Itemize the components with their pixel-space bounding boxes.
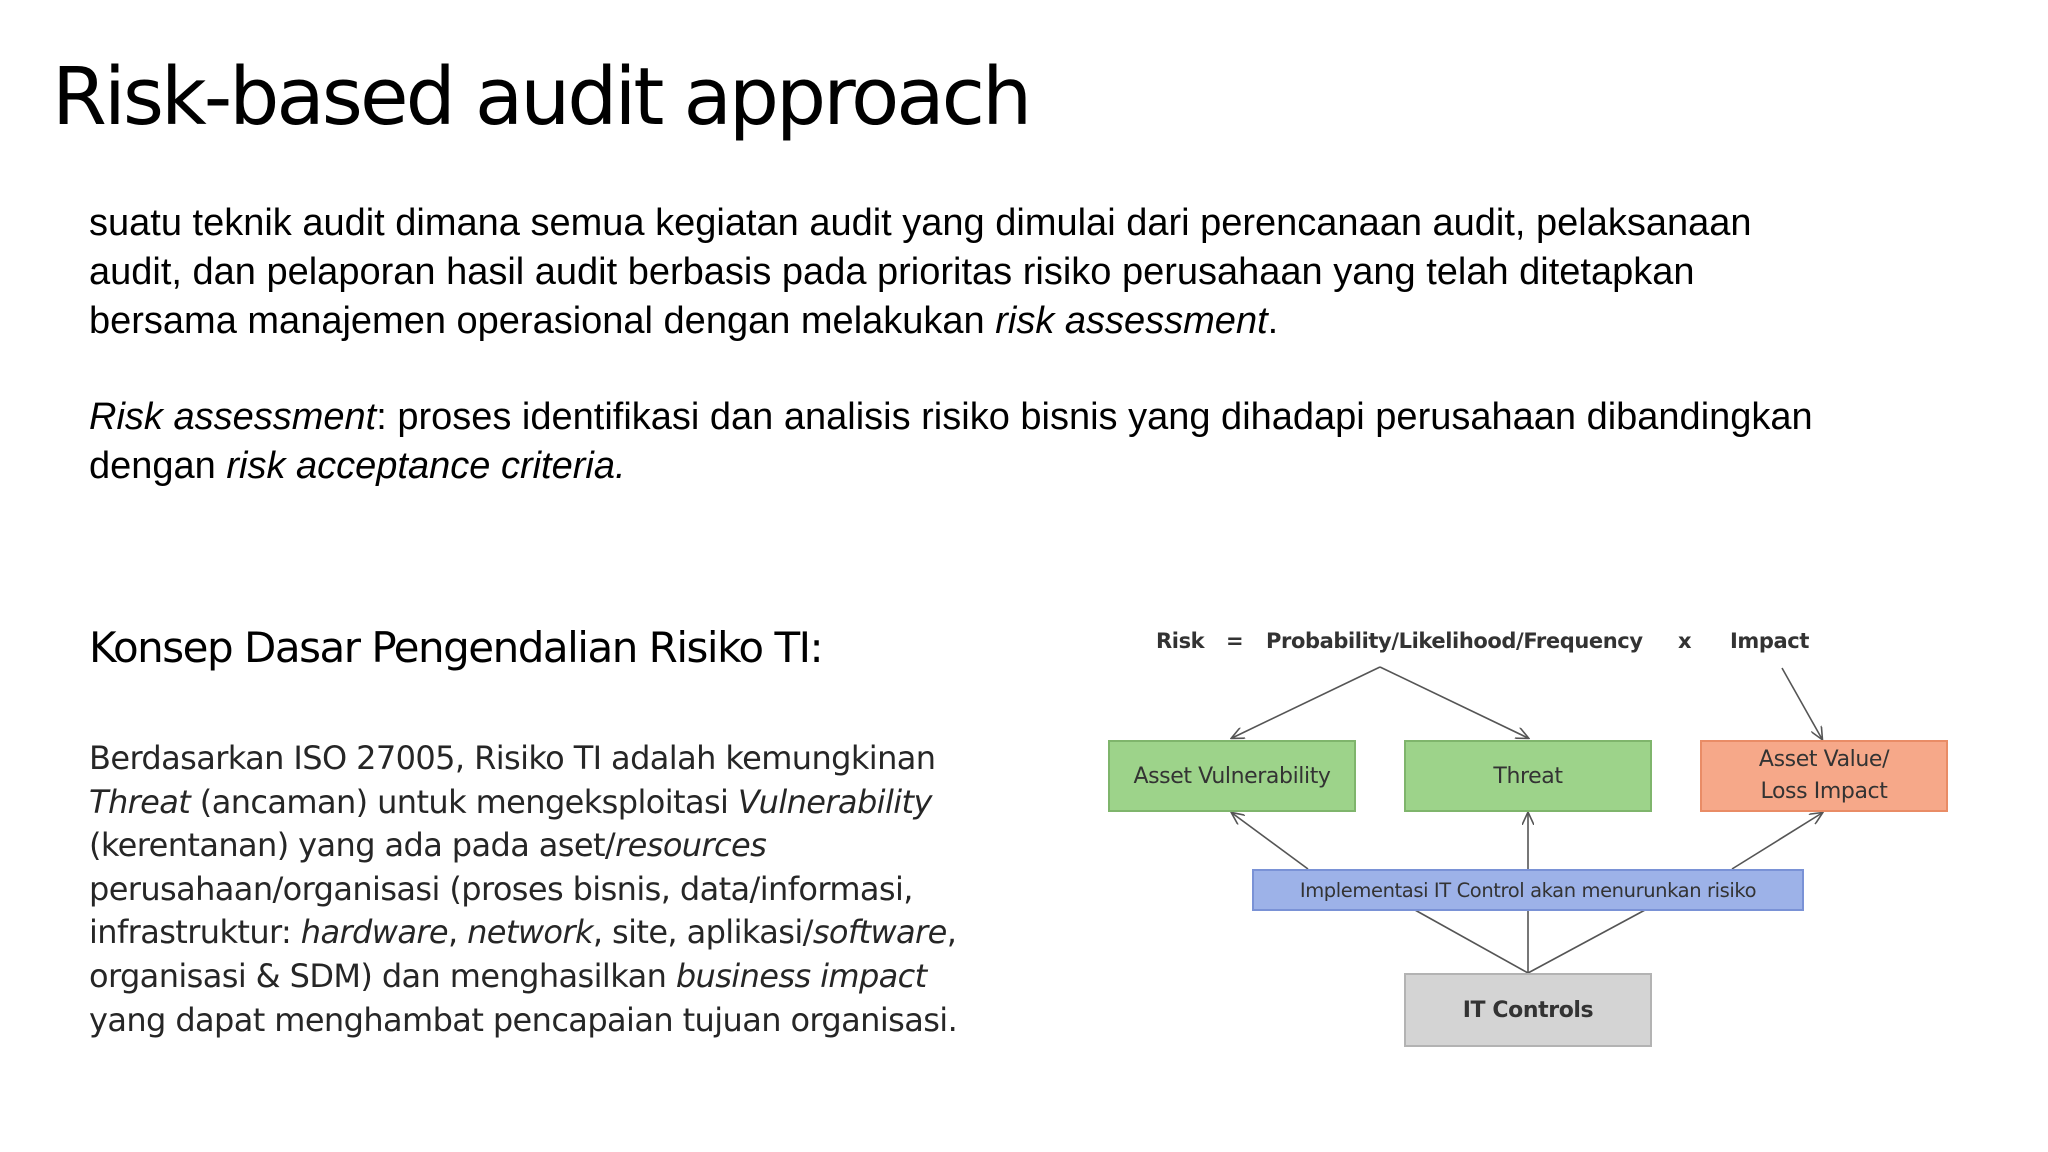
formula-probability-label: Probability/Likelihood/Frequency <box>1266 629 1643 653</box>
definition-line-1 <box>89 393 2019 442</box>
arrow-impact-to-asset-value <box>1782 668 1822 739</box>
formula-risk-label: Risk <box>1156 629 1205 653</box>
asset-vulnerability-box: Asset Vulnerability <box>1108 740 1356 812</box>
body-line-2-text: (ancaman) untuk mengeksploitasi <box>190 782 738 821</box>
body-line-2 <box>89 781 957 825</box>
body-line-3 <box>89 824 957 868</box>
line-controls-to-right <box>1528 910 1645 973</box>
it-controls-box: IT Controls <box>1404 973 1652 1047</box>
network-term: network <box>467 913 593 952</box>
definition-line-1-rest: : proses identifikasi dan analisis risiko bisnis yang dihadapi perusahaan dibandingkan <box>376 396 1813 438</box>
body-line-3-text: (kerentanan) yang ada pada aset/ <box>89 826 616 865</box>
body-line-7: yang dapat menghambat pencapaian tujuan organisasi. <box>89 1000 958 1039</box>
body-line-1: Berdasarkan ISO 27005, Risiko TI adalah kemungkinan <box>89 739 936 777</box>
hardware-term: hardware <box>300 913 448 952</box>
vulnerability-term: Vulnerability <box>737 782 932 821</box>
risk-assessment-term: risk assessment <box>995 300 1268 342</box>
implementation-box: Implementasi IT Control akan menurunkan risiko <box>1252 869 1804 911</box>
arrow-probability-to-vulnerability <box>1232 667 1380 738</box>
risk-definition-body <box>89 737 957 1042</box>
definition-line-2 <box>89 442 2019 491</box>
software-term: software <box>812 913 947 952</box>
body-line-5-text-2: , <box>447 913 468 952</box>
intro-line-3-suffix: . <box>1267 300 1279 342</box>
intro-line-3 <box>89 297 2019 346</box>
slide-title: Risk-based audit approach <box>52 51 1030 143</box>
resources-term: resources <box>615 826 767 865</box>
line-controls-to-left <box>1415 910 1528 973</box>
asset-value-box <box>1700 740 1948 812</box>
intro-line-2: audit, dan pelaporan hasil audit berbasis pada prioritas risiko perusahaan yang telah ditetapkan <box>89 251 1695 293</box>
section-heading: Konsep Dasar Pengendalian Risiko TI: <box>89 623 823 672</box>
arrow-probability-to-threat <box>1380 667 1528 738</box>
intro-paragraph <box>89 199 2019 346</box>
arrow-implementation-to-vulnerability <box>1232 813 1308 869</box>
risk-control-diagram <box>1090 615 1970 1065</box>
body-line-5-text-1: infrastruktur: <box>89 913 301 952</box>
body-line-5 <box>89 911 957 955</box>
definition-term: Risk assessment <box>89 396 377 438</box>
formula-equals-sign: = <box>1226 629 1244 653</box>
body-line-4: perusahaan/organisasi (proses bisnis, data/informasi, <box>89 869 913 908</box>
intro-line-1: suatu teknik audit dimana semua kegiatan audit yang dimulai dari perencanaan audit, pelaksanaan <box>89 202 1752 244</box>
formula-times-sign: x <box>1678 629 1692 653</box>
threat-box: Threat <box>1404 740 1652 812</box>
business-impact-term: business impact <box>675 956 927 995</box>
formula-impact-label: Impact <box>1730 629 1809 653</box>
definition-paragraph <box>89 393 2019 491</box>
risk-acceptance-criteria-term: risk acceptance criteria. <box>226 445 626 487</box>
definition-line-2-prefix: dengan <box>89 445 227 487</box>
body-line-6 <box>89 955 957 999</box>
body-line-6-text: organisasi & SDM) dan menghasilkan <box>89 956 676 995</box>
asset-value-line-2: Loss Impact <box>1760 779 1888 804</box>
body-line-5-text-3: , site, aplikasi/ <box>592 913 813 952</box>
arrow-implementation-to-asset-value <box>1732 813 1822 869</box>
asset-value-line-1: Asset Value/ <box>1758 747 1890 772</box>
threat-term: Threat <box>89 782 191 821</box>
intro-line-3-prefix: bersama manajemen operasional dengan melakukan <box>89 300 996 342</box>
body-line-5-text-4: , <box>946 913 957 952</box>
